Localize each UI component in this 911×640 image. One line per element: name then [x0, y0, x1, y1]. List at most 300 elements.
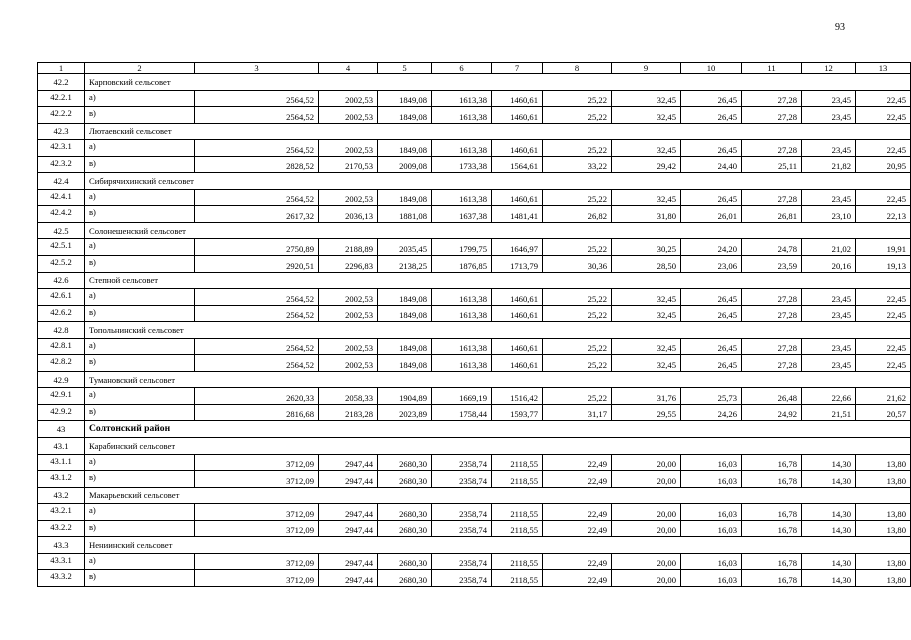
value-cell: 2564,52: [195, 338, 319, 355]
section-name: Лютаевский сельсовет: [85, 123, 911, 140]
value-cell: 2680,30: [378, 471, 432, 488]
section-row: [38, 123, 911, 140]
value-cell: 2002,53: [319, 355, 378, 372]
value-cell: 24,20: [681, 239, 742, 256]
value-cell: 2564,52: [195, 305, 319, 322]
value-cell: 22,45: [856, 189, 911, 206]
value-cell: 20,00: [612, 504, 681, 521]
value-cell: 2058,33: [319, 388, 378, 405]
value-cell: 2680,30: [378, 553, 432, 570]
value-cell: 2118,55: [492, 570, 543, 587]
value-cell: 27,28: [742, 305, 802, 322]
value-cell: 27,28: [742, 140, 802, 157]
value-cell: 1849,08: [378, 289, 432, 306]
value-cell: 1460,61: [492, 90, 543, 107]
row-code: 43.1.2: [38, 471, 85, 488]
section-row: [38, 438, 911, 455]
row-label: а): [85, 338, 195, 355]
value-cell: 22,49: [543, 504, 612, 521]
value-cell: 1613,38: [432, 338, 492, 355]
row-code: 43: [38, 421, 85, 438]
value-cell: 25,22: [543, 90, 612, 107]
value-cell: 2564,52: [195, 107, 319, 124]
value-cell: 16,78: [742, 471, 802, 488]
value-cell: 22,45: [856, 90, 911, 107]
row-label: в): [85, 206, 195, 223]
row-label: а): [85, 553, 195, 570]
value-cell: 23,45: [802, 90, 856, 107]
value-cell: 25,22: [543, 338, 612, 355]
value-cell: 1613,38: [432, 107, 492, 124]
value-cell: 31,17: [543, 404, 612, 421]
value-cell: 19,91: [856, 239, 911, 256]
value-cell: 13,80: [856, 454, 911, 471]
value-cell: 2680,30: [378, 454, 432, 471]
value-cell: 14,30: [802, 504, 856, 521]
value-cell: 31,76: [612, 388, 681, 405]
row-code: 43.2: [38, 487, 85, 504]
value-cell: 24,92: [742, 404, 802, 421]
table-row: [38, 553, 911, 570]
value-cell: 1460,61: [492, 107, 543, 124]
value-cell: 1849,08: [378, 355, 432, 372]
row-code: 42.2: [38, 74, 85, 91]
value-cell: 32,45: [612, 289, 681, 306]
value-cell: 23,45: [802, 355, 856, 372]
value-cell: 2002,53: [319, 90, 378, 107]
section-name: Топольнинский сельсовет: [85, 322, 911, 339]
row-label: в): [85, 107, 195, 124]
table-row: [38, 338, 911, 355]
table-row: [38, 239, 911, 256]
value-cell: 21,62: [856, 388, 911, 405]
row-code: 43.3: [38, 537, 85, 554]
value-cell: 2009,08: [378, 156, 432, 173]
value-cell: 26,45: [681, 289, 742, 306]
row-label: а): [85, 289, 195, 306]
value-cell: 2617,32: [195, 206, 319, 223]
value-cell: 27,28: [742, 289, 802, 306]
value-cell: 29,42: [612, 156, 681, 173]
value-cell: 1613,38: [432, 140, 492, 157]
row-code: 42.3.2: [38, 156, 85, 173]
row-label: а): [85, 140, 195, 157]
row-label: в): [85, 156, 195, 173]
value-cell: 1460,61: [492, 305, 543, 322]
value-cell: 16,78: [742, 520, 802, 537]
row-label: а): [85, 388, 195, 405]
value-cell: 22,49: [543, 553, 612, 570]
value-cell: 14,30: [802, 454, 856, 471]
value-cell: 22,45: [856, 289, 911, 306]
value-cell: 2002,53: [319, 289, 378, 306]
table-row: [38, 189, 911, 206]
value-cell: 23,59: [742, 256, 802, 273]
row-code: 43.3.2: [38, 570, 85, 587]
value-cell: 2296,83: [319, 256, 378, 273]
tariff-table: [37, 62, 911, 587]
value-cell: 28,50: [612, 256, 681, 273]
row-label: в): [85, 305, 195, 322]
table-row: [38, 305, 911, 322]
value-cell: 32,45: [612, 107, 681, 124]
value-cell: 25,22: [543, 140, 612, 157]
table-row: [38, 289, 911, 306]
value-cell: 25,22: [543, 239, 612, 256]
row-code: 42.4.2: [38, 206, 85, 223]
value-cell: 1460,61: [492, 338, 543, 355]
value-cell: 21,02: [802, 239, 856, 256]
column-header: 10: [681, 63, 742, 74]
value-cell: 23,10: [802, 206, 856, 223]
value-cell: 13,80: [856, 570, 911, 587]
value-cell: 2188,89: [319, 239, 378, 256]
value-cell: 2358,74: [432, 504, 492, 521]
value-cell: 2816,68: [195, 404, 319, 421]
section-name: Карабинский сельсовет: [85, 438, 911, 455]
value-cell: 22,13: [856, 206, 911, 223]
value-cell: 2118,55: [492, 504, 543, 521]
value-cell: 16,03: [681, 570, 742, 587]
section-name: Тумановский сельсовет: [85, 371, 911, 388]
value-cell: 2358,74: [432, 471, 492, 488]
value-cell: 32,45: [612, 90, 681, 107]
value-cell: 32,45: [612, 355, 681, 372]
section-name: Солонешенский сельсовет: [85, 222, 911, 239]
section-row: [38, 222, 911, 239]
value-cell: 22,49: [543, 570, 612, 587]
value-cell: 16,78: [742, 553, 802, 570]
value-cell: 1849,08: [378, 305, 432, 322]
value-cell: 2183,28: [319, 404, 378, 421]
value-cell: 2023,89: [378, 404, 432, 421]
section-row: [38, 272, 911, 289]
value-cell: 1460,61: [492, 189, 543, 206]
row-code: 42.9.1: [38, 388, 85, 405]
row-label: а): [85, 454, 195, 471]
section-row: [38, 487, 911, 504]
value-cell: 26,45: [681, 355, 742, 372]
row-code: 42.5: [38, 222, 85, 239]
row-code: 43.1.1: [38, 454, 85, 471]
row-code: 42.8.1: [38, 338, 85, 355]
value-cell: 21,82: [802, 156, 856, 173]
value-cell: 1481,41: [492, 206, 543, 223]
section-row: [38, 173, 911, 190]
value-cell: 1713,79: [492, 256, 543, 273]
section-row: [38, 322, 911, 339]
value-cell: 22,45: [856, 305, 911, 322]
value-cell: 1849,08: [378, 338, 432, 355]
value-cell: 1613,38: [432, 189, 492, 206]
value-cell: 2947,44: [319, 520, 378, 537]
value-cell: 23,45: [802, 305, 856, 322]
row-code: 42.2.2: [38, 107, 85, 124]
value-cell: 32,45: [612, 189, 681, 206]
table-row: [38, 570, 911, 587]
value-cell: 25,22: [543, 355, 612, 372]
value-cell: 1460,61: [492, 355, 543, 372]
value-cell: 2620,33: [195, 388, 319, 405]
value-cell: 2036,13: [319, 206, 378, 223]
value-cell: 22,45: [856, 140, 911, 157]
value-cell: 22,49: [543, 520, 612, 537]
row-code: 42.8: [38, 322, 85, 339]
value-cell: 16,03: [681, 471, 742, 488]
column-header: 5: [378, 63, 432, 74]
column-header: 4: [319, 63, 378, 74]
value-cell: 2947,44: [319, 570, 378, 587]
table-row: [38, 520, 911, 537]
value-cell: 3712,09: [195, 570, 319, 587]
value-cell: 30,36: [543, 256, 612, 273]
value-cell: 25,73: [681, 388, 742, 405]
value-cell: 20,00: [612, 570, 681, 587]
row-code: 42.5.1: [38, 239, 85, 256]
value-cell: 2828,52: [195, 156, 319, 173]
value-cell: 16,78: [742, 570, 802, 587]
value-cell: 14,30: [802, 570, 856, 587]
value-cell: 2035,45: [378, 239, 432, 256]
value-cell: 26,48: [742, 388, 802, 405]
table-row: [38, 140, 911, 157]
value-cell: 30,25: [612, 239, 681, 256]
value-cell: 33,22: [543, 156, 612, 173]
row-code: 43.1: [38, 438, 85, 455]
value-cell: 25,22: [543, 388, 612, 405]
section-row: [38, 421, 911, 438]
value-cell: 13,80: [856, 553, 911, 570]
value-cell: 26,81: [742, 206, 802, 223]
value-cell: 2118,55: [492, 454, 543, 471]
section-name: Степной сельсовет: [85, 272, 911, 289]
row-code: 42.9.2: [38, 404, 85, 421]
value-cell: 16,03: [681, 454, 742, 471]
section-name: Карповский сельсовет: [85, 74, 911, 91]
value-cell: 2002,53: [319, 140, 378, 157]
section-row: [38, 371, 911, 388]
value-cell: 3712,09: [195, 504, 319, 521]
row-code: 42.3: [38, 123, 85, 140]
value-cell: 3712,09: [195, 520, 319, 537]
table-row: [38, 388, 911, 405]
row-code: 42.3.1: [38, 140, 85, 157]
value-cell: 22,45: [856, 107, 911, 124]
value-cell: 26,45: [681, 90, 742, 107]
table-row: [38, 454, 911, 471]
value-cell: 2118,55: [492, 520, 543, 537]
value-cell: 1849,08: [378, 140, 432, 157]
value-cell: 23,45: [802, 289, 856, 306]
value-cell: 2564,52: [195, 189, 319, 206]
value-cell: 16,03: [681, 520, 742, 537]
value-cell: 13,80: [856, 504, 911, 521]
value-cell: 1613,38: [432, 90, 492, 107]
value-cell: 2118,55: [492, 553, 543, 570]
value-cell: 1733,38: [432, 156, 492, 173]
page-number: 93: [835, 22, 845, 33]
value-cell: 22,45: [856, 338, 911, 355]
column-header: 7: [492, 63, 543, 74]
value-cell: 2002,53: [319, 189, 378, 206]
value-cell: 14,30: [802, 471, 856, 488]
column-header: 3: [195, 63, 319, 74]
row-code: 42.4.1: [38, 189, 85, 206]
value-cell: 1460,61: [492, 140, 543, 157]
value-cell: 21,51: [802, 404, 856, 421]
row-label: а): [85, 189, 195, 206]
value-cell: 20,95: [856, 156, 911, 173]
table-row: [38, 355, 911, 372]
row-label: в): [85, 404, 195, 421]
value-cell: 1613,38: [432, 355, 492, 372]
value-cell: 1460,61: [492, 289, 543, 306]
value-cell: 23,45: [802, 107, 856, 124]
value-cell: 22,66: [802, 388, 856, 405]
value-cell: 1613,38: [432, 305, 492, 322]
table-row: [38, 256, 911, 273]
value-cell: 26,45: [681, 189, 742, 206]
value-cell: 2564,52: [195, 355, 319, 372]
value-cell: 1799,75: [432, 239, 492, 256]
value-cell: 26,45: [681, 107, 742, 124]
value-cell: 2750,89: [195, 239, 319, 256]
section-name: Нениинский сельсовет: [85, 537, 911, 554]
value-cell: 2564,52: [195, 289, 319, 306]
row-code: 42.5.2: [38, 256, 85, 273]
value-cell: 2947,44: [319, 471, 378, 488]
value-cell: 2170,53: [319, 156, 378, 173]
value-cell: 20,00: [612, 520, 681, 537]
value-cell: 1758,44: [432, 404, 492, 421]
row-label: а): [85, 90, 195, 107]
value-cell: 23,45: [802, 189, 856, 206]
value-cell: 2947,44: [319, 454, 378, 471]
row-label: в): [85, 355, 195, 372]
value-cell: 27,28: [742, 355, 802, 372]
value-cell: 1904,89: [378, 388, 432, 405]
value-cell: 2358,74: [432, 570, 492, 587]
value-cell: 22,49: [543, 471, 612, 488]
table-body: [38, 63, 911, 587]
value-cell: 24,40: [681, 156, 742, 173]
value-cell: 22,45: [856, 355, 911, 372]
section-row: [38, 537, 911, 554]
section-name: Сибирячихинский сельсовет: [85, 173, 911, 190]
value-cell: 1849,08: [378, 107, 432, 124]
value-cell: 26,45: [681, 338, 742, 355]
value-cell: 16,03: [681, 504, 742, 521]
value-cell: 14,30: [802, 553, 856, 570]
value-cell: 20,00: [612, 454, 681, 471]
value-cell: 3712,09: [195, 471, 319, 488]
value-cell: 1646,97: [492, 239, 543, 256]
row-label: а): [85, 504, 195, 521]
value-cell: 32,45: [612, 338, 681, 355]
value-cell: 16,78: [742, 454, 802, 471]
value-cell: 24,26: [681, 404, 742, 421]
table-row: [38, 156, 911, 173]
value-cell: 16,03: [681, 553, 742, 570]
value-cell: 2564,52: [195, 90, 319, 107]
table-row: [38, 471, 911, 488]
value-cell: 13,80: [856, 471, 911, 488]
column-header: 11: [742, 63, 802, 74]
row-code: 42.2.1: [38, 90, 85, 107]
row-code: 42.6.2: [38, 305, 85, 322]
value-cell: 27,28: [742, 189, 802, 206]
value-cell: 2002,53: [319, 305, 378, 322]
row-code: 42.4: [38, 173, 85, 190]
value-cell: 16,78: [742, 504, 802, 521]
row-code: 42.6.1: [38, 289, 85, 306]
row-label: в): [85, 520, 195, 537]
row-code: 42.8.2: [38, 355, 85, 372]
value-cell: 26,01: [681, 206, 742, 223]
value-cell: 27,28: [742, 107, 802, 124]
value-cell: 25,22: [543, 305, 612, 322]
value-cell: 26,45: [681, 140, 742, 157]
value-cell: 20,16: [802, 256, 856, 273]
table-row: [38, 206, 911, 223]
value-cell: 2138,25: [378, 256, 432, 273]
value-cell: 26,82: [543, 206, 612, 223]
value-cell: 20,00: [612, 553, 681, 570]
column-header: 2: [85, 63, 195, 74]
value-cell: 25,11: [742, 156, 802, 173]
value-cell: 2358,74: [432, 553, 492, 570]
value-cell: 25,22: [543, 189, 612, 206]
row-code: 42.9: [38, 371, 85, 388]
value-cell: 1849,08: [378, 189, 432, 206]
value-cell: 2002,53: [319, 107, 378, 124]
value-cell: 2680,30: [378, 520, 432, 537]
value-cell: 2118,55: [492, 471, 543, 488]
value-cell: 25,22: [543, 107, 612, 124]
header-row: [38, 63, 911, 74]
value-cell: 1516,42: [492, 388, 543, 405]
value-cell: 32,45: [612, 140, 681, 157]
value-cell: 2680,30: [378, 504, 432, 521]
column-header: 8: [543, 63, 612, 74]
section-name: Солтонский район: [85, 421, 911, 438]
value-cell: 26,45: [681, 305, 742, 322]
value-cell: 2947,44: [319, 553, 378, 570]
row-label: а): [85, 239, 195, 256]
table-row: [38, 90, 911, 107]
value-cell: 13,80: [856, 520, 911, 537]
value-cell: 19,13: [856, 256, 911, 273]
value-cell: 20,00: [612, 471, 681, 488]
row-label: в): [85, 570, 195, 587]
section-row: [38, 74, 911, 91]
row-code: 43.2.1: [38, 504, 85, 521]
value-cell: 31,80: [612, 206, 681, 223]
value-cell: 2564,52: [195, 140, 319, 157]
column-header: 13: [856, 63, 911, 74]
value-cell: 3712,09: [195, 553, 319, 570]
value-cell: 1876,85: [432, 256, 492, 273]
value-cell: 2358,74: [432, 454, 492, 471]
table-row: [38, 504, 911, 521]
value-cell: 1637,38: [432, 206, 492, 223]
value-cell: 2358,74: [432, 520, 492, 537]
value-cell: 1669,19: [432, 388, 492, 405]
value-cell: 24,78: [742, 239, 802, 256]
value-cell: 3712,09: [195, 454, 319, 471]
value-cell: 29,55: [612, 404, 681, 421]
value-cell: 27,28: [742, 338, 802, 355]
